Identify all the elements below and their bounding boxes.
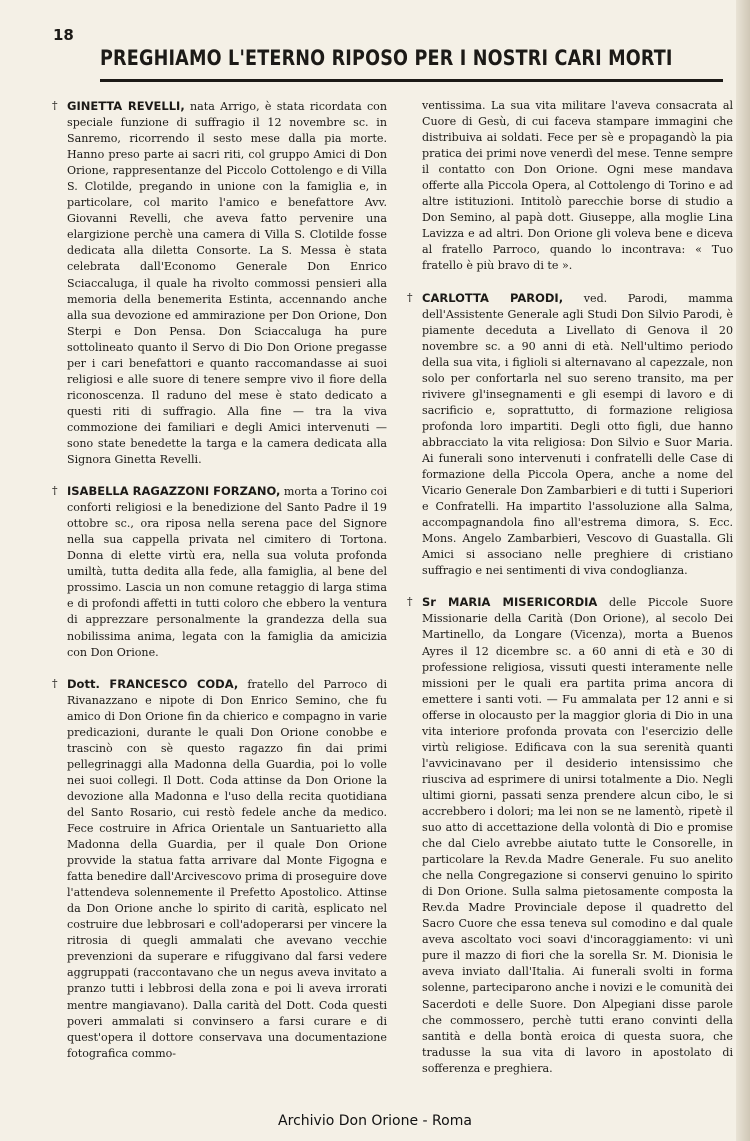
page-title: PREGHIAMO L'ETERNO RIPOSO PER I NOSTRI CARI MORTI (100, 46, 673, 70)
dagger-icon: † (52, 99, 58, 112)
archive-footer: Archivio Don Orione - Roma (278, 1113, 472, 1129)
obituary-name: Dott. FRANCESCO CODA, (67, 676, 239, 691)
obituary-name: GINETTA REVELLI, (67, 99, 185, 113)
dagger-icon: † (407, 595, 413, 609)
obituary-name: Sr MARIA MISERICORDIA (422, 595, 598, 610)
obituary-name: ISABELLA RAGAZZONI FORZANO, (67, 484, 281, 499)
obituary-text: fratello del Parroco di Rivanazzano e nipote di Don Enrico Semino, che fu amico di Don Orione fin da chierico e compagno in varie predicazioni, durante le quali Don Orione conobbe e trascinò con sè questo ragazzo fin dai primi pellegrinaggi alla Madonna della Guardia, poi lo volle nei suoi collegi. Il Dott. Coda attinse da Don Orione la devozione alla Madonna e l'uso della recita quotidiana del Santo Rosario, cui restò fedele anche da medico. Fece costruire in Africa Orientale un Santuarietto alla Madonna della Guardia, per il quale Don Orione provvide la statua fatta arrivare dal Monte Figogna e fatta benedire dall'Arcivescovo prima di proseguire dove l'attendeva solennemente il Prefetto Apostolico. Attinse da Don Orione anche lo spirito di carità, esplicato nel costruire due lebbrosari e coll'adoperarsi per vincere la ritrosia di quegli ammalati che avevano vecchie prevenzioni da superare e rifuggivano dal farsi vedere aggruppati (raccontavano che un negus aveva invitato a pranzo tutti i lebbrosi della zona e poi li aveva irrorati mentre mangiavano). Dalla carità del Dott. Coda questi poveri ammalati si convinsero a farsi curare e di quest'opera il dottore conservava una documentazione fotografica commo- (67, 677, 388, 1060)
dagger-icon: † (52, 676, 58, 690)
obituary-entry (52, 98, 387, 468)
obituary-entry (407, 594, 733, 1076)
page-edge-shadow (736, 0, 750, 1141)
obituary-text: delle Piccole Suore Missionarie della Carità (Don Orione), al secolo Dei Martinello, da Longare (Vicenza), morta a Buenos Ayres il 12 dicembre sc. a 60 anni di età e 30 di professione religiosa, vissuti questi interamente nelle missioni per le quali era partita prima ancora di emettere i santi voti. — Fu ammalata per 12 anni e si offerse in olocausto per la maggior gloria di Dio in una vita interiore profonda provata con l'esercizio delle virtù religiose. Edificava con la sua serenità quanti l'avvicinavano per il desiderio intensissimo che riusciva ad esprimere di unirsi totalmente a Dio. Negli ultimi giorni, passati senza prendere alcun cibo, le si accrebbero i dolori; ma lei non se ne lamentò, ripetè il suo atto di accettazione della volontà di Dio e promise che dal Cielo avrebbe aiutato tutte le Consorelle, in particolare la Rev.da Madre Generale. Fu suo anelito che nella Congregazione si conservi genuino lo spirito di Don Orione. Sulla salma pietosamente composta la Rev.da Madre Provinciale depose il quadretto del Sacro Cuore che essa teneva sul comodino e dal quale aveva ascoltato voci soavi d'incoraggiamento: vi unì pure il mazzo di fiori che la sorella Sr. M. Dionisia le aveva inviato dall'Italia. Ai funerali svolti in forma solenne, parteciparono anche i novizi e le comunità dei Sacerdoti e delle Suore. Don Alpegiani disse parole che commossero, perchè tutti erano convinti della santità e della bontà eroica di questa suora, che tradusse la sua vita di lavoro in apostolato di sofferenza e preghiera. (422, 596, 734, 1075)
right-column (407, 98, 733, 1092)
dagger-icon: † (52, 484, 58, 498)
obituary-entry (52, 483, 387, 661)
title-rule (100, 79, 723, 82)
page-number: 18 (53, 26, 74, 44)
obituary-name: CARLOTTA PARODI, (422, 290, 564, 305)
obituary-entry (52, 676, 387, 1062)
obituary-continuation: ventissima. La sua vita militare l'aveva consacrata al Cuore di Gesù, di cui faceva stampare immagini che distribuiva ai soldati. Fece per sè e propagandò la pia pratica dei primi nove venerdì del mese. Tenne sempre il contatto con Don Orione. Ogni mese mandava offerte alla Piccola Opera, al Cottolengo di Torino e ad altre istituzioni. Intitolò parecchie borse di studio a Don Semino, al papà dott. Giuseppe, alla moglie Lina Lavizza e ad altri. Don Orione gli voleva bene e diceva al fratello Parroco, quando lo incontrava: « Tuo fratello è più bravo di te ». (422, 99, 733, 273)
obituary-entry (407, 290, 733, 580)
obituary-text: ved. Parodi, mamma dell'Assistente Generale agli Studi Don Silvio Parodi, è piamente deceduta a Livellato di Genova il 20 novembre sc. a 90 anni di età. Nell'ultimo periodo della sua vita, i figlioli si alternavano al capezzale, non solo per confortarla nel suo sereno transito, ma per rivivere gl'insegnamenti e gli esempi di lavoro e di sacrificio e, soprattutto, di formazione religiosa profonda loro impartiti. Degli otto figli, due hanno abbracciato la vita religiosa: Don Silvio e Suor Maria. Ai funerali sono intervenuti i confratelli delle Case di formazione della Piccola Opera, anche a nome del Vicario Generale Don Zambarbieri e di tutti i Superiori e Confratelli. Ha impartito l'assoluzione alla Salma, accompagnandola fino all'estrema dimora, S. Ecc. Mons. Angelo Zambarbieri, Vescovo di Guastalla. Gli Amici si associano nelle preghiere di cristiano suffragio e nei sentimenti di viva condoglianza. (422, 291, 734, 578)
dagger-icon: † (407, 290, 413, 304)
left-column (52, 98, 387, 1077)
obituary-text: morta a Torino coi conforti religiosi e la benedizione del Santo Padre il 19 ottobre sc., ora riposa nella serena pace del Signore nella sua cappella privata nel cimitero di Tortona. Donna di elette virtù era, nella sua voluta profonda umiltà, tutta dedita alla fede, alla famiglia, al bene del prossimo. Lascia un non comune retaggio di larga stima e di profondi affetti in tutti coloro che ebbero la ventura di apprezzare personalmente la grandezza della sua nobilissima anima, legata con la famiglia da amicizia con Don Orione. (67, 485, 387, 659)
obituary-text: nata Arrigo, è stata ricordata con speciale funzione di suffragio il 12 novembre sc. in Sanremo, ricorrendo il sesto mese dalla pia morte. Hanno preso parte ai sacri riti, col gruppo Amici di Don Orione, rappresentanze del Piccolo Cottolengo e di Villa S. Clotilde, pregando in unione con la famiglia e, in particolare, col marito l'amico e benefattore Avv. Giovanni Revelli, che aveva fatto pervenire una elargizione perchè una camera di Villa S. Clotilde fosse dedicata alla diletta Consorte. La S. Messa è stata celebrata dall'Economo Generale Don Enrico Sciaccaluga, il quale ha rivolto commossi pensieri alla memoria della benemerita Estinta, accennando anche alla sua devozione ed ammirazione per Don Orione, Don Sterpi e Don Pensa. Don Sciaccaluga ha pure sottolineato quanto il Servo di Dio Don Orione pregasse per i cari benefattori e quanto raccomandasse ai suoi religiosi e alle suore di tenere sempre vivo il fiore della riconoscenza. Il raduno del mese è stato dedicato a questi riti di suffragio. Alla fine — tra la viva commozione dei familiari e degli Amici intervenuti — sono state benedette la targa e la camera dedicata alla Signora Ginetta Revelli. (67, 100, 388, 467)
